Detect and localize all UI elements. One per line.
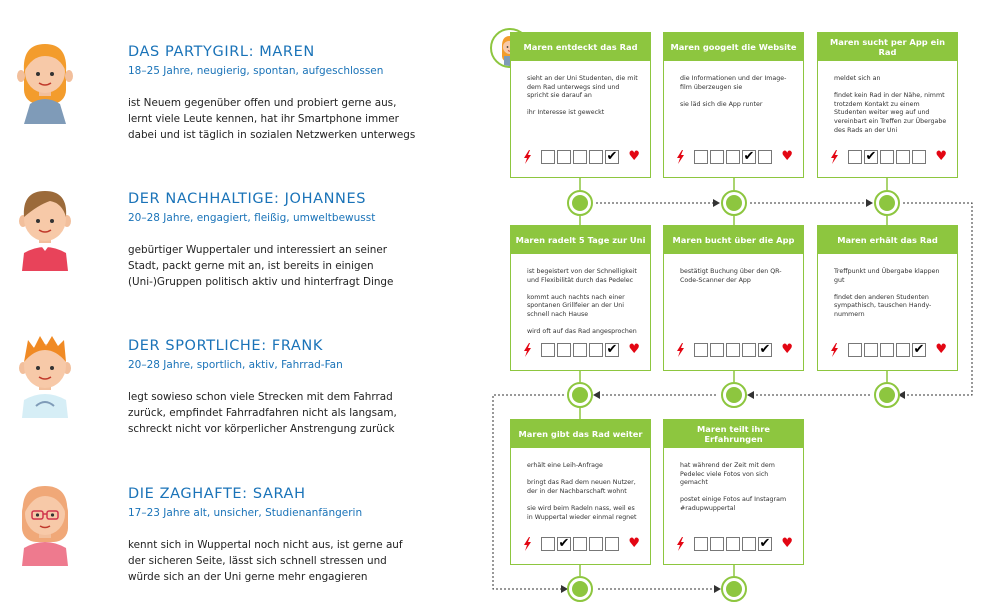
journey-step-card: [510, 32, 651, 178]
journey-step-notes: [511, 61, 650, 118]
checkmark-icon: ✔: [759, 536, 771, 551]
rating-box: [710, 150, 724, 164]
journey-step-title: Maren radelt 5 Tage zur Uni: [511, 226, 650, 254]
journey-step-notes: [664, 448, 803, 514]
journey-step-note: sie wird beim Radeln nass, weil es in Wuppertal wieder einmal regnet: [527, 504, 637, 521]
persona-description-line: würde sich an der Uni gerne mehr engagieren: [128, 571, 368, 583]
lightning-icon: [830, 150, 840, 164]
journey-step-note: Treffpunkt und Übergabe klappen gut: [834, 268, 940, 284]
checkmark-icon: ✔: [865, 149, 877, 164]
journey-step-rating-scale: [676, 150, 793, 164]
rating-box: [880, 343, 894, 357]
rating-box: [848, 150, 862, 164]
journey-step-rating-scale: [523, 343, 640, 357]
journey-step-title: Maren teilt ihre Erfahrungen: [664, 420, 803, 448]
rating-box: [726, 150, 740, 164]
rating-box: [896, 150, 910, 164]
persona-description: [128, 537, 428, 585]
journey-step-note: erhält eine Leih-Anfrage: [527, 462, 603, 469]
journey-step-card: [510, 225, 651, 371]
rating-box: [694, 343, 708, 357]
rating-box: [896, 343, 910, 357]
rating-box: [573, 343, 587, 357]
journey-step-title: Maren googelt die Website: [664, 33, 803, 61]
heart-icon: ♥: [781, 342, 793, 357]
journey-step-notes: [664, 61, 803, 109]
journey-step-rating-scale: [676, 537, 793, 551]
sarah-avatar-icon: [10, 476, 80, 566]
rating-box: [912, 150, 926, 164]
rating-box: [758, 343, 772, 357]
rating-box: [605, 150, 619, 164]
rating-box: [557, 343, 571, 357]
journey-step-rating-scale: [676, 343, 793, 357]
journey-step-note: findet kein Rad in der Nähe, nimmt trotzdem Kontakt zu einem Studenten weiter weg auf und vereinbart ein Treffen zur Übergabe des Rads an der Uni: [834, 92, 947, 134]
journey-step-notes: [818, 61, 957, 135]
rating-box: [742, 343, 756, 357]
journey-step-notes: [511, 448, 650, 522]
lightning-icon: [676, 343, 686, 357]
journey-step-node: [874, 190, 900, 216]
journey-step-node: [721, 190, 747, 216]
persona-description-line: lernt viele Leute kennen, hat ihr Smartphone immer: [128, 113, 399, 125]
heart-icon: ♥: [935, 149, 947, 164]
checkmark-icon: ✔: [606, 342, 618, 357]
rating-box: [848, 343, 862, 357]
rating-box: [573, 537, 587, 551]
journey-step-notes: [818, 254, 957, 320]
journey-step-node: [721, 576, 747, 602]
journey-step-note: hat während der Zeit mit dem Pedelec viele Fotos von sich gemacht: [680, 462, 775, 487]
persona-description-line: (Uni-)Gruppen politisch aktiv und hinterfragt Dinge: [128, 276, 394, 288]
persona-description: [128, 95, 428, 143]
journey-step-notes: [511, 254, 650, 337]
journey-step-title: Maren entdeckt das Rad: [511, 33, 650, 61]
persona-title: DER SPORTLICHE: FRANK: [128, 338, 323, 354]
lightning-icon: [676, 150, 686, 164]
rating-box: [912, 343, 926, 357]
rating-box: [710, 343, 724, 357]
rating-box: [605, 343, 619, 357]
lightning-icon: [676, 537, 686, 551]
journey-step-rating-scale: [523, 150, 640, 164]
persona-description-line: zurück, empfindet Fahrradfahren nicht als langsam,: [128, 407, 397, 419]
persona-title: DER NACHHALTIGE: JOHANNES: [128, 191, 367, 207]
rating-box: [573, 150, 587, 164]
lightning-icon: [523, 343, 533, 357]
frank-avatar-icon: [10, 328, 80, 418]
checkmark-icon: ✔: [913, 342, 925, 357]
journey-step-note: die Informationen und der Image-film überzeugen sie: [680, 75, 787, 91]
checkmark-icon: ✔: [606, 149, 618, 164]
heart-icon: ♥: [781, 536, 793, 551]
journey-step-note: sieht an der Uni Studenten, die mit dem Rad unterwegs sind und spricht sie darauf an: [527, 75, 638, 100]
persona-subtitle: 17–23 Jahre alt, unsicher, Studienanfängerin: [128, 507, 363, 519]
rating-box: [864, 343, 878, 357]
persona-subtitle: 18–25 Jahre, neugierig, spontan, aufgeschlossen: [128, 65, 384, 77]
journey-step-rating-scale: [830, 343, 947, 357]
rating-box: [589, 150, 603, 164]
rating-box: [541, 343, 555, 357]
journey-step-node: [721, 382, 747, 408]
journey-step-title: Maren bucht über die App: [664, 226, 803, 254]
maren-avatar-icon: [10, 34, 80, 124]
rating-box: [557, 537, 571, 551]
journey-step-card: [663, 225, 804, 371]
lightning-icon: [523, 537, 533, 551]
persona-description-line: gebürtiger Wuppertaler und interessiert an seiner: [128, 244, 388, 256]
rating-box: [742, 150, 756, 164]
journey-step-node: [874, 382, 900, 408]
persona-description-line: legt sowieso schon viele Strecken mit dem Fahrrad: [128, 391, 393, 403]
journey-step-note: ist begeistert von der Schnelligkeit und Flexibilität durch das Pedelec: [527, 268, 637, 284]
journey-step-node: [567, 576, 593, 602]
rating-box: [758, 537, 772, 551]
journey-step-title: Maren sucht per App ein Rad: [818, 33, 957, 61]
journey-step-card: [663, 32, 804, 178]
checkmark-icon: ✔: [743, 149, 755, 164]
journey-step-notes: [664, 254, 803, 285]
checkmark-icon: ✔: [558, 536, 570, 551]
rating-box: [694, 150, 708, 164]
journey-step-note: sie läd sich die App runter: [680, 100, 763, 108]
rating-box: [726, 343, 740, 357]
journey-step-note: bringt das Rad dem neuen Nutzer, der in der Nachbarschaft wohnt: [527, 479, 636, 495]
persona-description: [128, 242, 428, 290]
journey-step-card: [817, 32, 958, 178]
rating-box: [742, 537, 756, 551]
persona-subtitle: 20–28 Jahre, sportlich, aktiv, Fahrrad-Fan: [128, 359, 343, 371]
journey-step-note: wird oft auf das Rad angesprochen: [527, 328, 637, 336]
journey-step-card: [510, 419, 651, 565]
journey-step-card: [817, 225, 958, 371]
journey-step-rating-scale: [523, 537, 640, 551]
checkmark-icon: ✔: [759, 342, 771, 357]
rating-box: [589, 537, 603, 551]
journey-step-note: kommt auch nachts nach einer spontanen Grillfeier an der Uni schnell nach Hause: [527, 293, 625, 318]
johannes-avatar-icon: [10, 181, 80, 271]
persona-description-line: der sicheren Seite, lässt sich schnell stressen und: [128, 555, 387, 567]
journey-step-note: ihr Interesse ist geweckt: [527, 109, 605, 117]
journey-step-note: meldet sich an: [834, 75, 881, 82]
heart-icon: ♥: [628, 342, 640, 357]
persona-description-line: dabei und ist täglich in sozialen Netzwerken unterwegs: [128, 129, 416, 141]
journey-step-title: Maren gibt das Rad weiter: [511, 420, 650, 448]
rating-box: [726, 537, 740, 551]
rating-box: [694, 537, 708, 551]
journey-step-title: Maren erhält das Rad: [818, 226, 957, 254]
journey-step-card: [663, 419, 804, 565]
persona-title: DAS PARTYGIRL: MAREN: [128, 44, 315, 60]
heart-icon: ♥: [628, 536, 640, 551]
rating-box: [557, 150, 571, 164]
rating-box: [605, 537, 619, 551]
persona-title: DIE ZAGHAFTE: SARAH: [128, 486, 306, 502]
journey-step-note: postet einige Fotos auf Instagram #radupwuppertal: [680, 496, 787, 512]
lightning-icon: [523, 150, 533, 164]
heart-icon: ♥: [935, 342, 947, 357]
persona-subtitle: 20–28 Jahre, engagiert, fleißig, umweltbewusst: [128, 212, 376, 224]
journey-step-node: [567, 190, 593, 216]
journey-step-node: [567, 382, 593, 408]
rating-box: [589, 343, 603, 357]
persona-description-line: schreckt nicht vor körperlicher Anstrengung zurück: [128, 423, 395, 435]
heart-icon: ♥: [781, 149, 793, 164]
persona-description-line: Stadt, packt gerne mit an, ist bereits in einigen: [128, 260, 374, 272]
persona-description-line: ist Neuem gegenüber offen und probiert gerne aus,: [128, 97, 397, 109]
rating-box: [541, 537, 555, 551]
lightning-icon: [830, 343, 840, 357]
journey-step-rating-scale: [830, 150, 947, 164]
rating-box: [758, 150, 772, 164]
heart-icon: ♥: [628, 149, 640, 164]
journey-step-note: findet den anderen Studenten sympathisch, tauschen Handy-nummern: [834, 293, 932, 318]
rating-box: [710, 537, 724, 551]
persona-description: [128, 389, 428, 437]
rating-box: [880, 150, 894, 164]
persona-description-line: kennt sich in Wuppertal noch nicht aus, ist gerne auf: [128, 539, 403, 551]
journey-step-note: bestätigt Buchung über den QR-Code-Scanner der App: [680, 268, 782, 284]
rating-box: [864, 150, 878, 164]
rating-box: [541, 150, 555, 164]
